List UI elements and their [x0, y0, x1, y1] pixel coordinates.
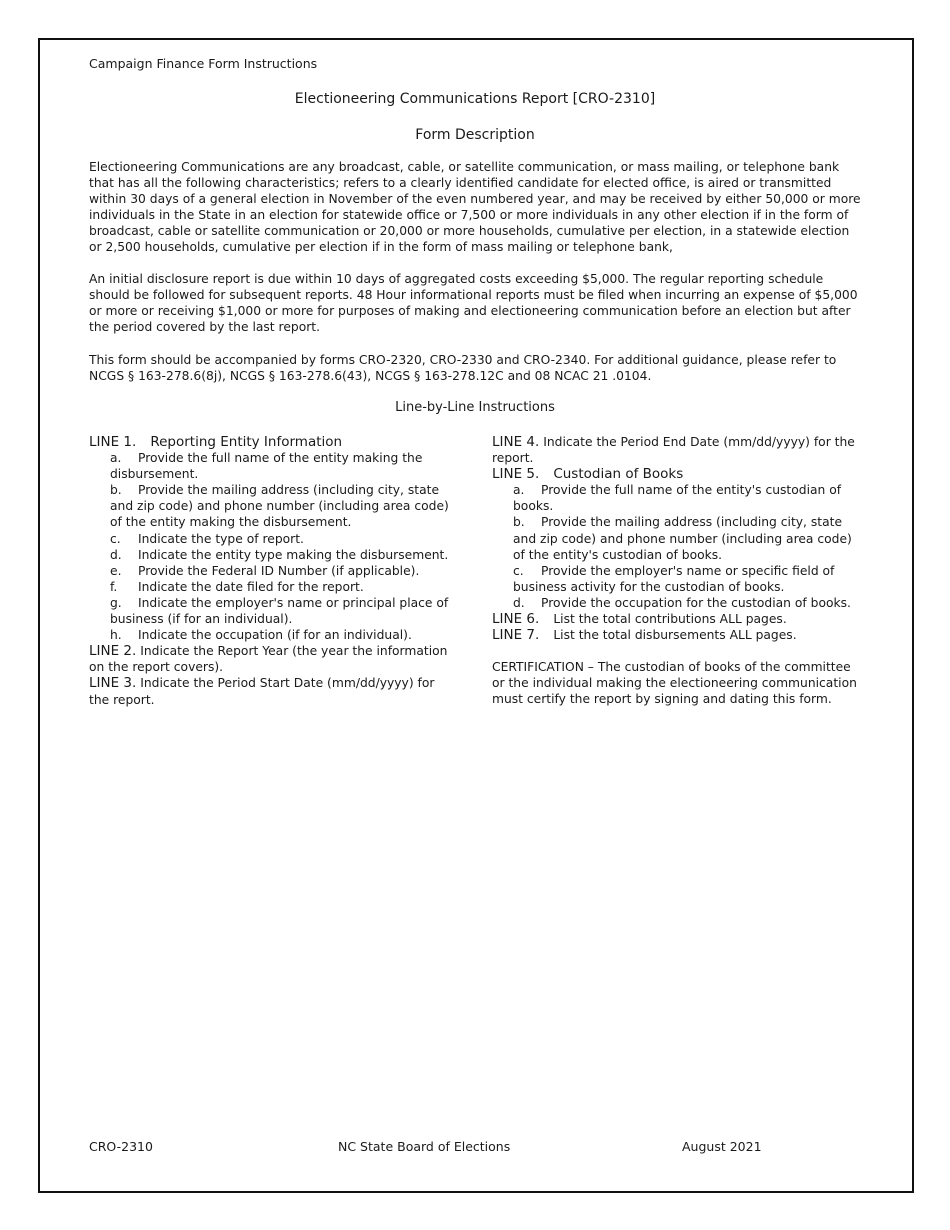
line-1-number: LINE 1.: [89, 434, 137, 450]
line-4: [492, 434, 864, 466]
line-7-text: List the total disbursements ALL pages.: [553, 628, 797, 643]
document-header: Campaign Finance Form Instructions: [89, 56, 318, 71]
footer-agency: NC State Board of Elections: [338, 1139, 511, 1154]
line-2-text: Indicate the Report Year (the year the information on the report covers).: [89, 644, 448, 675]
list-item: b. Provide the mailing address (including city, state and zip code) and phone number (including area code) of the entity making the disbursement.: [110, 483, 449, 530]
line-6-text: List the total contributions ALL pages.: [553, 612, 787, 627]
list-item: e. Provide the Federal ID Number (if applicable).: [110, 563, 420, 578]
list-item: d. Provide the occupation for the custodian of books.: [513, 595, 851, 610]
line-7-number: LINE 7.: [492, 627, 540, 644]
list-item: c. Provide the employer's name or specific field of business activity for the custodian of books.: [513, 563, 835, 594]
list-item: a. Provide the full name of the entity making the disbursement.: [110, 451, 423, 482]
instructions-left-column: [89, 434, 449, 708]
footer-form-id: CRO-2310: [89, 1139, 153, 1154]
line-3-text: Indicate the Period Start Date (mm/dd/yyyy) for the report.: [89, 676, 435, 707]
line-1-title: Reporting Entity Information: [150, 434, 343, 450]
list-item: h. Indicate the occupation (if for an individual).: [110, 628, 412, 643]
description-paragraph-2: An initial disclosure report is due within 10 days of aggregated costs exceeding $5,000. The regular reporting schedule should be followed for subsequent reports. 48 Hour informational reports must be filed when incurring an expense of $5,000 or more or receiving $1,000 or more for purposes of making and electioneering communication before an election but after the period covered by the last report.: [89, 272, 858, 335]
instructions-right-column: [492, 434, 864, 708]
list-item: d. Indicate the entity type making the disbursement.: [110, 547, 449, 562]
certification-text: CERTIFICATION – The custodian of books of the committee or the individual making the electioneering communication must certify the report by signing and dating this form.: [492, 660, 857, 707]
form-description-heading: Form Description: [415, 127, 535, 143]
line-3: [89, 675, 449, 707]
list-item: c. Indicate the type of report.: [110, 531, 304, 546]
line-6: [492, 611, 864, 627]
line-1: [89, 434, 449, 450]
line-5: [492, 466, 864, 482]
footer-date: August 2021: [682, 1139, 762, 1154]
line-by-line-heading: Line-by-Line Instructions: [395, 400, 555, 415]
line-2-number: LINE 2.: [89, 643, 137, 660]
list-item: f. Indicate the date filed for the report.: [110, 579, 364, 594]
line-7: [492, 627, 864, 643]
description-paragraph-3: This form should be accompanied by forms CRO-2320, CRO-2330 and CRO-2340. For additional guidance, please refer to NCGS § 163-278.6(8j), NCGS § 163-278.6(43), NCGS § 163-278.12C and 08 NCAC 21 .0104.: [89, 353, 837, 384]
line-2: [89, 643, 449, 675]
list-item: b. Provide the mailing address (including city, state and zip code) and phone number (including area code) of the entity's custodian of books.: [513, 515, 852, 562]
page-title: Electioneering Communications Report [CRO-2310]: [294, 91, 656, 107]
line-5-title: Custodian of Books: [553, 466, 684, 483]
line-5-number: LINE 5.: [492, 466, 540, 483]
line-4-text: Indicate the Period End Date (mm/dd/yyyy) for the report.: [492, 435, 855, 466]
line-6-number: LINE 6.: [492, 611, 540, 628]
line-4-number: LINE 4.: [492, 434, 540, 450]
line-3-number: LINE 3.: [89, 675, 137, 692]
list-item: g. Indicate the employer's name or principal place of business (if for an individual).: [110, 595, 449, 627]
list-item: a. Provide the full name of the entity's custodian of books.: [513, 483, 842, 514]
description-paragraph-1: Electioneering Communications are any broadcast, cable, or satellite communication, or mass mailing, or telephone bank that has all the following characteristics; refers to a clearly identified candidate for elected office, is aired or transmitted within 30 days of a general election in November of the even numbered year, and may be received by either 50,000 or more individuals in the State in an election for statewide office or 7,500 or more individuals in any other election if in the form of broadcast, cable or satellite communication or 20,000 or more households, cumulative per election, in a statewide election or 2,500 households, cumulative per election if in the form of mass mailing or telephone bank,: [89, 160, 861, 255]
